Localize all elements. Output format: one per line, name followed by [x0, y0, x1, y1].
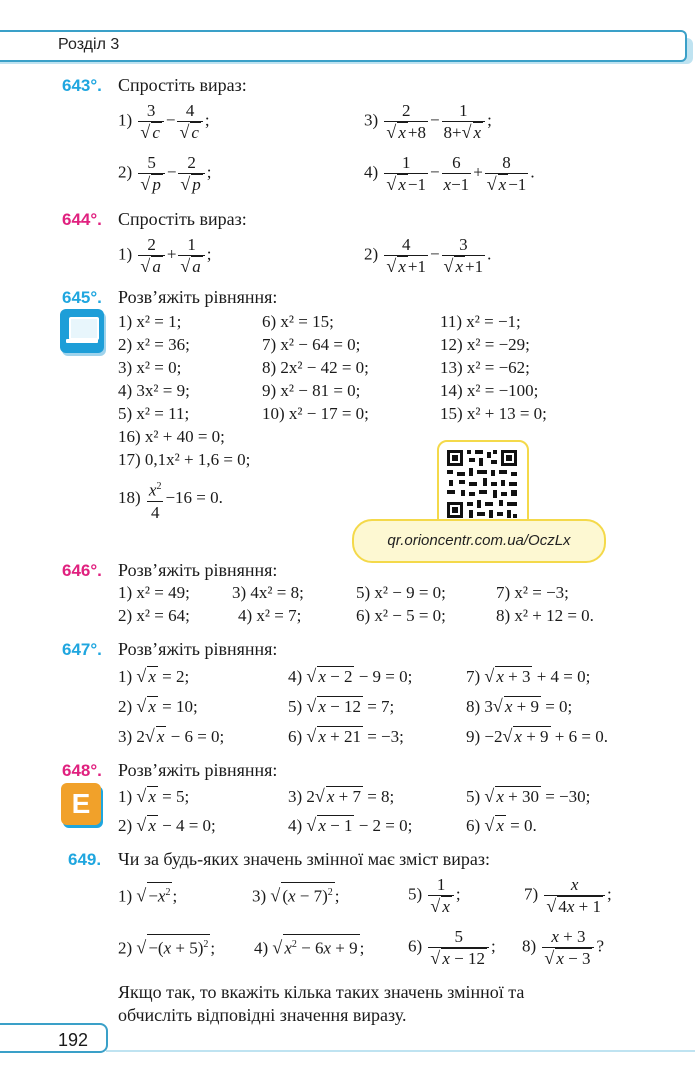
ex649-footer-line1: Якщо так, то вкажіть кілька таких значень змінної та — [118, 982, 525, 1002]
ex646-item8: 8) x² + 12 = 0. — [496, 606, 594, 625]
ex649-footer-line2: обчисліть відповідні значення виразу. — [118, 1005, 407, 1025]
ex643-item1: 1) $\frac{3}{√ c}$ − $\frac{4}{√ c}$ ; — [118, 101, 210, 142]
ex645-item14: 14) x² = −100; — [440, 381, 539, 400]
ex649-item7: 7) $\frac{x}{√ 4x + 1}$ ; — [524, 875, 612, 916]
ex645-item8: 8) 2x² − 42 = 0; — [262, 358, 369, 377]
exercise-643-number: 643°. — [62, 76, 102, 95]
ex645-item4: 4) 3x² = 9; — [118, 381, 190, 400]
exercise-646-number: 646°. — [62, 561, 102, 580]
ex645-item2: 2) x² = 36; — [118, 335, 190, 354]
level-e-badge: E — [61, 783, 101, 825]
ex646-item1: 1) x² = 49; — [118, 583, 190, 602]
ex645-item3: 3) x² = 0; — [118, 358, 182, 377]
ex647-item3: 3) 2√ x − 6 = 0; — [118, 726, 225, 746]
footer-line — [106, 1050, 695, 1052]
ex648-item4: 4) √ x − 1 − 2 = 0; — [288, 815, 413, 835]
ex646-item6: 6) x² − 5 = 0; — [356, 606, 446, 625]
page-number: 192 — [0, 1023, 108, 1053]
exercise-649-title: Чи за будь-яких значень змінної має зміст вираз: — [118, 849, 491, 869]
ex647-item9: 9) −2√ x + 9 + 6 = 0. — [466, 726, 608, 746]
exercise-648-number: 648°. — [62, 761, 102, 780]
ex647-item5: 5) √ x − 12 = 7; — [288, 696, 395, 716]
ex648-item5: 5) √ x + 30 = −30; — [466, 786, 591, 806]
ex645-item1: 1) x² = 1; — [118, 312, 182, 331]
ex645-item9: 9) x² − 81 = 0; — [262, 381, 361, 400]
ex647-item8: 8) 3√ x + 9 = 0; — [466, 696, 573, 716]
ex645-item15: 15) x² + 13 = 0; — [440, 404, 547, 423]
qr-code[interactable] — [437, 440, 529, 530]
ex647-item4: 4) √ x − 2 − 9 = 0; — [288, 666, 413, 686]
qr-code-icon — [439, 442, 527, 528]
ex645-item16: 16) x² + 40 = 0; — [118, 427, 225, 446]
ex648-item6: 6) √ x = 0. — [466, 815, 537, 835]
ex649-item1: 1) √ $-x^2$ ; — [118, 882, 177, 907]
ex643-item3: 3) $\frac{2}{√ x +8}$ − $\frac{1}{8+√ x}$ ; — [364, 101, 492, 142]
ex645-item10: 10) x² − 17 = 0; — [262, 404, 369, 423]
exercise-647-number: 647°. — [62, 640, 102, 659]
qr-link[interactable]: qr.orioncentr.com.ua/OczLx — [352, 519, 606, 563]
ex648-item2: 2) √ x − 4 = 0; — [118, 815, 216, 835]
ex647-item6: 6) √ x + 21 = −3; — [288, 726, 404, 746]
ex646-item2: 2) x² = 64; — [118, 606, 190, 625]
ex649-item3: 3) √ $(x - 7)^2$ ; — [252, 882, 340, 907]
ex646-item4: 4) x² = 7; — [238, 606, 302, 625]
ex643-item2: 2) $\frac{5}{√ p}$ − $\frac{2}{√ p}$ ; — [118, 153, 212, 194]
ex647-item1: 1) √ x = 2; — [118, 666, 190, 686]
ex645-item17: 17) 0,1x² + 1,6 = 0; — [118, 450, 251, 469]
ex647-item7: 7) √ x + 3 + 4 = 0; — [466, 666, 591, 686]
ex648-item1: 1) √ x = 5; — [118, 786, 190, 806]
exercise-644-number: 644°. — [62, 210, 102, 229]
ex645-item12: 12) x² = −29; — [440, 335, 530, 354]
ex646-item3: 3) 4x² = 8; — [232, 583, 304, 602]
computer-icon — [60, 309, 104, 353]
ex645-item18: 18) $\frac{x^2}{4}$ −16 = 0. — [118, 480, 223, 522]
ex646-item7: 7) x² = −3; — [496, 583, 569, 602]
ex649-item5: 5) $\frac{1}{√ x}$ ; — [408, 875, 461, 916]
ex645-item5: 5) x² = 11; — [118, 404, 190, 423]
ex645-item11: 11) x² = −1; — [440, 312, 521, 331]
exercise-645-title: Розв’яжіть рівняння: — [118, 287, 278, 307]
ex649-item8: 8) $\frac{x + 3}{√ x - 3}$ ? — [522, 927, 604, 968]
ex643-item4: 4) $\frac{1}{√ x -1}$ − $\frac{6}{x-1}$ + $\frac{8}{√ x -1}$ . — [364, 153, 535, 194]
ex649-item6: 6) $\frac{5}{√ x - 12}$ ; — [408, 927, 496, 968]
section-title: Розділ 3 — [58, 36, 120, 53]
ex648-item3: 3) 2√ x + 7 = 8; — [288, 786, 395, 806]
ex649-item4: 4) √ $x^2 - 6x + 9$ ; — [254, 934, 364, 959]
exercise-649-number: 649. — [68, 850, 102, 869]
ex647-item2: 2) √ x = 10; — [118, 696, 198, 716]
ex646-item5: 5) x² − 9 = 0; — [356, 583, 446, 602]
ex644-item1: 1) $\frac{2}{√ a}$ + $\frac{1}{√ a}$ ; — [118, 235, 212, 276]
ex645-item6: 6) x² = 15; — [262, 312, 334, 331]
ex645-item13: 13) x² = −62; — [440, 358, 530, 377]
exercise-648-title: Розв’яжіть рівняння: — [118, 760, 278, 780]
exercise-647-title: Розв’яжіть рівняння: — [118, 639, 278, 659]
exercise-643-title: Спростіть вираз: — [118, 75, 247, 95]
exercise-644-title: Спростіть вираз: — [118, 209, 247, 229]
exercise-646-title: Розв’яжіть рівняння: — [118, 560, 278, 580]
exercise-645-number: 645°. — [62, 288, 102, 307]
ex649-item2: 2) √ $-(x + 5)^2$ ; — [118, 934, 215, 959]
ex645-item7: 7) x² − 64 = 0; — [262, 335, 361, 354]
ex644-item2: 2) $\frac{4}{√ x +1}$ − $\frac{3}{√ x +1}$ . — [364, 235, 492, 276]
